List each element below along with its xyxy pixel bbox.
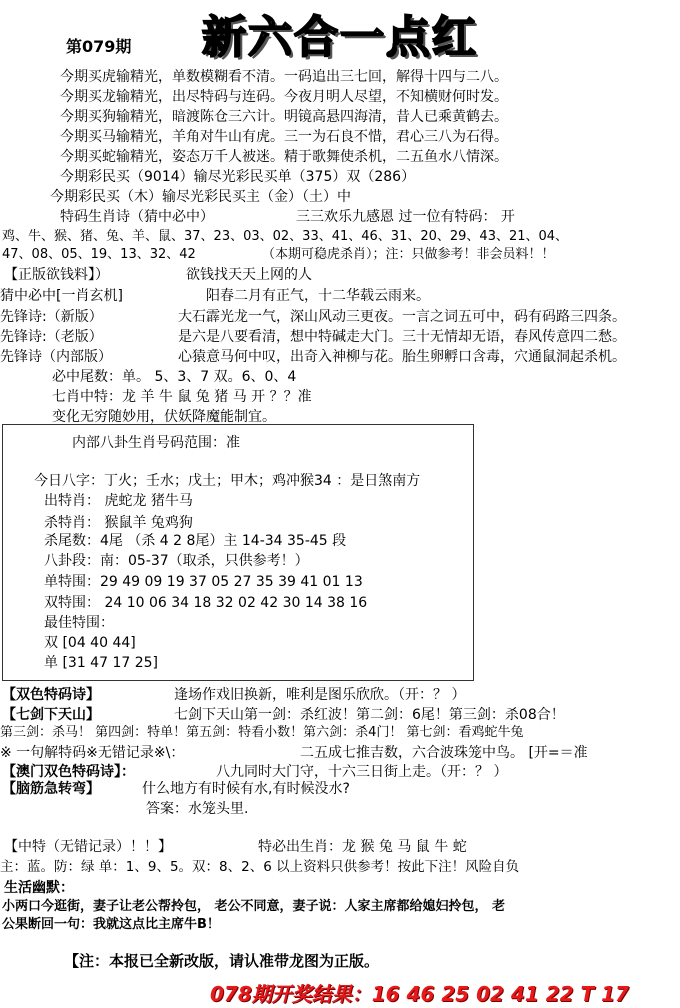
bagua-shuang: 双特围： 24 10 06 34 18 32 02 42 30 14 38 16 bbox=[44, 595, 368, 611]
number-list-1: 鸡、牛、猴、猪、兔、羊、鼠、37、23、03、02、33、41、46、31、20、29、43、21、04、 bbox=[2, 229, 569, 244]
humor-line-2: 公果断回一句：我就这点比主席牛B！ bbox=[2, 917, 220, 932]
issue-number: 第079期 bbox=[66, 37, 132, 56]
bagua-duan: 八卦段：南：05-37（取杀，只供参考！） bbox=[44, 553, 309, 569]
number-list-2: 47、08、05、19、13、32、42 bbox=[2, 247, 196, 262]
poem-line: 今期买马输精光，羊角对牛山有虎。三一为石良不惜，君心三八为石得。 bbox=[60, 129, 508, 145]
bizhong-weishu: 必中尾数：单。 5、3、7 双。6、0、4 bbox=[52, 369, 297, 385]
zhongte-text: 特必出生肖：龙 猴 兔 马 鼠 牛 蛇 bbox=[258, 839, 467, 855]
qixiao-zhongte: 七肖中特：龙 羊 牛 鼠 兔 猪 马 开 ？？准 bbox=[52, 389, 312, 405]
xianfeng-old-label: 先锋诗:（老版） bbox=[0, 329, 103, 345]
poem-line: 今期买狗输精光，暗渡陈仓三六计。明镜高悬四海清，昔人已乘黄鹤去。 bbox=[60, 109, 508, 125]
qijian-text: 七剑下天山第一剑：杀红波！第二剑：6尾！第三剑：杀08合！ bbox=[174, 707, 565, 723]
naojin-question: 什么地方有时候有水,有时候没水? bbox=[142, 781, 350, 797]
te-poem: 三三欢乐九感恩 过一位有特码： 开 bbox=[296, 209, 515, 225]
zhongte-label: 【中特（无错记录）！！】 bbox=[4, 839, 172, 855]
draw-result: 078期开奖结果：16 46 25 02 41 22 T 17 bbox=[210, 982, 629, 1006]
bagua-title: 内部八卦生肖号码范围：准 bbox=[72, 435, 240, 451]
caizhong-text: 阳春二月有正气，十二华载云雨来。 bbox=[206, 288, 430, 304]
bagua-bazi: 今日八字：丁火；壬水；戊土；甲木；鸡冲猴34 ：是日煞南方 bbox=[34, 473, 421, 489]
shuangse-text: 逢场作戏旧换新，唯利是图乐欣欣。（开：？ ） bbox=[174, 687, 466, 703]
xianfeng-new-label: 先锋诗:（新版） bbox=[0, 309, 103, 325]
masthead bbox=[190, 4, 490, 62]
poem-line: 今期买龙输精光，出尽特码与连码。今夜月明人尽望，不知横财何时发。 bbox=[60, 89, 508, 105]
number-list-note: （本期可稳虎杀肖）；注：只做参考！非会员料！！ bbox=[262, 247, 555, 262]
aomen-text: 八九同时大门守，十六三日街上走。（开：？ ） bbox=[216, 764, 508, 780]
aomen-label: 【澳门双色特码诗】： bbox=[2, 764, 135, 780]
yiju-label: ※ 一句解特码※无错记录※\： bbox=[0, 745, 185, 761]
zhengban-label: 【正版欲钱料】） bbox=[4, 267, 109, 283]
xianfeng-old-text: 是六是八要看清，想中特碱走大门。三十无情却无语，春风传意四二愁。 bbox=[178, 329, 626, 345]
bagua-dan: 单特围：29 49 09 19 37 05 27 35 39 41 01 13 bbox=[44, 574, 363, 590]
naojin-answer: 答案：水笼头里. bbox=[146, 801, 249, 817]
bagua-best-dan: 单 [31 47 17 25] bbox=[44, 655, 158, 671]
bianhua-line: 变化无穷随妙用，伏妖降魔能制宜。 bbox=[52, 409, 276, 425]
yiju-text: 二五成七推吉数，六合波珠笼中鸟。 [开=＝准 bbox=[300, 745, 588, 761]
naojin-label: 【脑筋急转弯】 bbox=[2, 781, 100, 797]
caizhong-label: 猜中必中[一肖玄机] bbox=[0, 288, 123, 304]
zhengban-text: 欲钱找天天上网的人 bbox=[186, 267, 312, 283]
humor-line-1: 小两口今逛街，妻子让老公帮拎包， 老公不同意，妻子说：人家主席都给媳妇拎包， 老 bbox=[2, 899, 506, 914]
bagua-sha-wei: 杀尾数：4尾 （杀 4 2 8尾）主 14-34 35-45 段 bbox=[44, 533, 347, 549]
humor-label: 生活幽默： bbox=[4, 880, 74, 896]
xianfeng-inner-text: 心猿意马何中叹，出奇入神柳与花。胎生卵孵口含毒，穴通鼠洞起杀机。 bbox=[178, 349, 626, 365]
caimin-line-1: 今期彩民买（9014）输尽光彩民买单（375）双（286） bbox=[60, 169, 416, 185]
te-label: 特码生肖诗（猜中必中） bbox=[60, 209, 214, 225]
qijian-line-2: 第三剑：杀马！ 第四剑：特单！第五剑：特看小数！第六剑：杀4门！ 第七剑：看鸡蛇牛兔 bbox=[0, 725, 524, 740]
shuangse-label: 【双色特码诗】 bbox=[2, 687, 100, 703]
bagua-best-shuang: 双 [04 40 44] bbox=[44, 635, 136, 651]
poem-line: 今期买蛇输精光，姿态万千人被迷。精于歌舞使杀机，二五鱼水八情深。 bbox=[60, 149, 508, 165]
edition-note: 【注：本报已全新改版，请认准带龙图为正版。 bbox=[64, 952, 380, 970]
masthead-title: 新六合一点红 bbox=[202, 12, 478, 63]
bagua-sha: 杀特肖： 猴鼠羊 兔鸡狗 bbox=[44, 515, 193, 531]
poem-line: 今期买虎输精光，单数模糊看不清。一码追出三七回，解得十四与二八。 bbox=[60, 69, 508, 85]
xianfeng-inner-label: 先锋诗（内部版） bbox=[0, 349, 112, 365]
qijian-label: 【七剑下天山】 bbox=[2, 707, 100, 723]
bagua-best: 最佳特围： bbox=[44, 615, 114, 631]
zhu-fang-line: 主：蓝。防：绿 单：1、9、5。双：8、2、6 以上资料只供参考！按此下注！风险自负 bbox=[0, 859, 520, 875]
caimin-line-2: 今期彩民买（木）输尽光彩民买主（金）（土）中 bbox=[50, 189, 351, 205]
xianfeng-new-text: 大石霹光龙一气，深山风动三更夜。一言之词五可中，码有码路三四条。 bbox=[178, 309, 626, 325]
bagua-chu: 出特肖： 虎蛇龙 猪牛马 bbox=[44, 493, 193, 509]
